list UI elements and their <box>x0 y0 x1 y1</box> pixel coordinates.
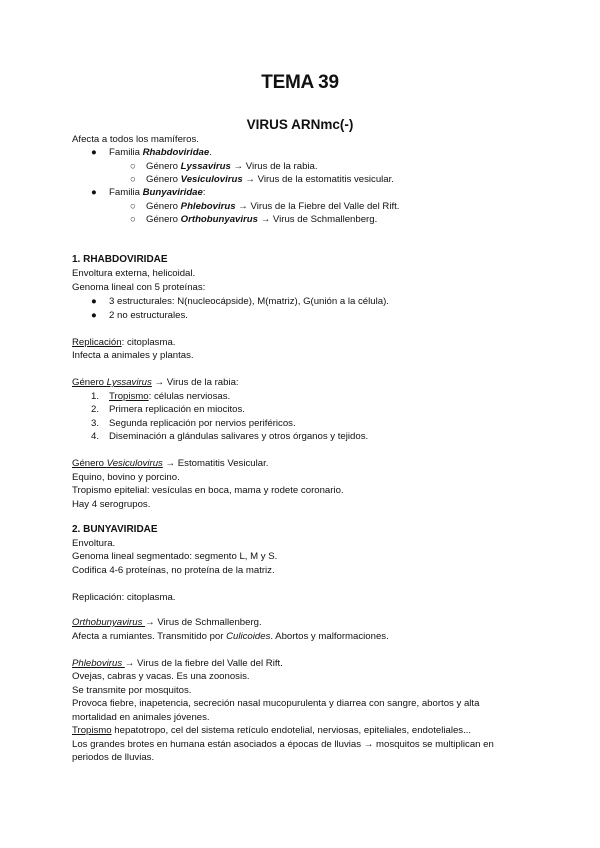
text-line: Los grandes brotes en humana están asociados a épocas de lluvias → mosquitos se multiplican en <box>72 739 494 750</box>
text-line <box>72 630 389 643</box>
text-line: Codifica 4-6 proteínas, no proteína de la matriz. <box>72 565 275 576</box>
text-line: Genoma lineal segmentado: segmento L, M y S. <box>72 551 278 562</box>
subsection-pre: Género <box>72 458 107 469</box>
section-heading: 1. RHABDOVIRIDAE <box>72 254 168 265</box>
family-item <box>109 146 212 159</box>
text-line: Infecta a animales y plantas. <box>72 350 194 361</box>
list-item <box>109 390 230 403</box>
text-line: Se transmite por mosquitos. <box>72 685 192 696</box>
family-suffix: : <box>202 187 206 198</box>
list-number: 2. <box>91 404 100 415</box>
tropism-label: Tropismo <box>72 725 112 736</box>
text-part: . Abortos y malformaciones. <box>270 631 389 642</box>
text-line: Hay 4 serogrupos. <box>72 499 151 510</box>
text-line: periodos de lluvias. <box>72 752 155 763</box>
sub-bullet-circle: ○ <box>130 214 136 225</box>
genus-name: Orthobunyavirus <box>72 617 146 628</box>
genus-item <box>146 200 399 213</box>
list-number: 3. <box>91 418 100 429</box>
family-suffix: . <box>209 147 212 158</box>
bullet-dot: ● <box>91 310 97 321</box>
genus-name: Phlebovirus <box>180 201 236 212</box>
family-name: Bunyaviridae <box>142 187 203 198</box>
subsection-title <box>72 457 268 470</box>
list-item: Primera replicación en miocitos. <box>109 404 245 415</box>
text-line: Provoca fiebre, inapetencia, secreción nasal mucopurulenta y diarrea con sangre, abortos y alta <box>72 698 480 709</box>
family-name: Rhabdoviridae <box>142 147 210 158</box>
genus-name: Vesiculovirus <box>106 458 163 469</box>
text-line: Replicación: citoplasma. <box>72 592 176 603</box>
text-line: Ovejas, cabras y vacas. Es una zoonosis. <box>72 671 250 682</box>
subsection-title <box>72 376 239 389</box>
text-line: Envoltura. <box>72 538 116 549</box>
text-italic: Culicoides <box>226 631 271 642</box>
genus-name: Lyssavirus <box>180 161 231 172</box>
text-line: Genoma lineal con 5 proteínas: <box>72 282 206 293</box>
sub-bullet-circle: ○ <box>130 174 136 185</box>
genus-suffix: → Virus de la estomatitis vesicular. <box>242 174 394 185</box>
text-line: Equino, bovino y porcino. <box>72 472 180 483</box>
genus-name: Orthobunyavirus <box>180 214 258 225</box>
bullet-dot: ● <box>91 147 97 158</box>
replication-label: Replicación <box>72 337 122 348</box>
list-number: 1. <box>91 391 100 402</box>
family-item <box>109 186 206 199</box>
subsection-post: → Virus de la rabia: <box>151 377 239 388</box>
genus-suffix: → Virus de la Fiebre del Valle del Rift. <box>235 201 400 212</box>
text-part: hepatotropo, cel del sistema retículo endotelial, nerviosas, epiteliales, endoteliales... <box>111 725 472 736</box>
genus-prefix: Género <box>146 161 181 172</box>
replication-line <box>72 336 175 349</box>
genus-item <box>146 173 394 186</box>
subsection-post: → Virus de Schmallenberg. <box>145 617 262 628</box>
subsection-post: → Virus de la fiebre del Valle del Rift. <box>124 658 283 669</box>
genus-item <box>146 160 318 173</box>
replication-text: : citoplasma. <box>121 337 176 348</box>
subsection-post: → Estomatitis Vesicular. <box>162 458 269 469</box>
family-prefix: Familia <box>109 187 143 198</box>
genus-item <box>146 213 377 226</box>
text-line: Tropismo epitelial: vesículas en boca, mama y rodete coronario. <box>72 485 344 496</box>
list-item: Segunda replicación por nervios periféricos. <box>109 418 296 429</box>
subsection-pre: Género <box>72 377 107 388</box>
text-line: mortalidad en animales jóvenes. <box>72 712 210 723</box>
list-item-text: : células nerviosas. <box>148 391 231 402</box>
subsection-title <box>72 616 262 629</box>
list-number: 4. <box>91 431 100 442</box>
text-line: Envoltura externa, helicoidal. <box>72 268 196 279</box>
bullet-text: 3 estructurales: N(nucleocápside), M(matriz), G(unión a la célula). <box>109 296 389 307</box>
genus-name: Lyssavirus <box>106 377 152 388</box>
genus-prefix: Género <box>146 214 181 225</box>
sub-bullet-circle: ○ <box>130 161 136 172</box>
bullet-text: 2 no estructurales. <box>109 310 188 321</box>
genus-name: Vesiculovirus <box>180 174 243 185</box>
list-item: Diseminación a glándulas salivares y otros órganos y tejidos. <box>109 431 369 442</box>
text-line <box>72 724 471 737</box>
bullet-dot: ● <box>91 296 97 307</box>
page-title: TEMA 39 <box>261 72 339 93</box>
subsection-title <box>72 657 283 670</box>
family-prefix: Familia <box>109 147 143 158</box>
genus-name: Phlebovirus <box>72 658 125 669</box>
list-item-label: Tropismo <box>109 391 149 402</box>
section-heading: 2. BUNYAVIRIDAE <box>72 524 158 535</box>
genus-suffix: → Virus de la rabia. <box>230 161 318 172</box>
genus-prefix: Género <box>146 201 181 212</box>
genus-suffix: → Virus de Schmallenberg. <box>257 214 378 225</box>
page-subtitle: VIRUS ARNmc(-) <box>246 117 354 132</box>
intro-line: Afecta a todos los mamíferos. <box>72 134 199 145</box>
sub-bullet-circle: ○ <box>130 201 136 212</box>
bullet-dot: ● <box>91 187 97 198</box>
text-part: Afecta a rumiantes. Transmitido por <box>72 631 227 642</box>
genus-prefix: Género <box>146 174 181 185</box>
